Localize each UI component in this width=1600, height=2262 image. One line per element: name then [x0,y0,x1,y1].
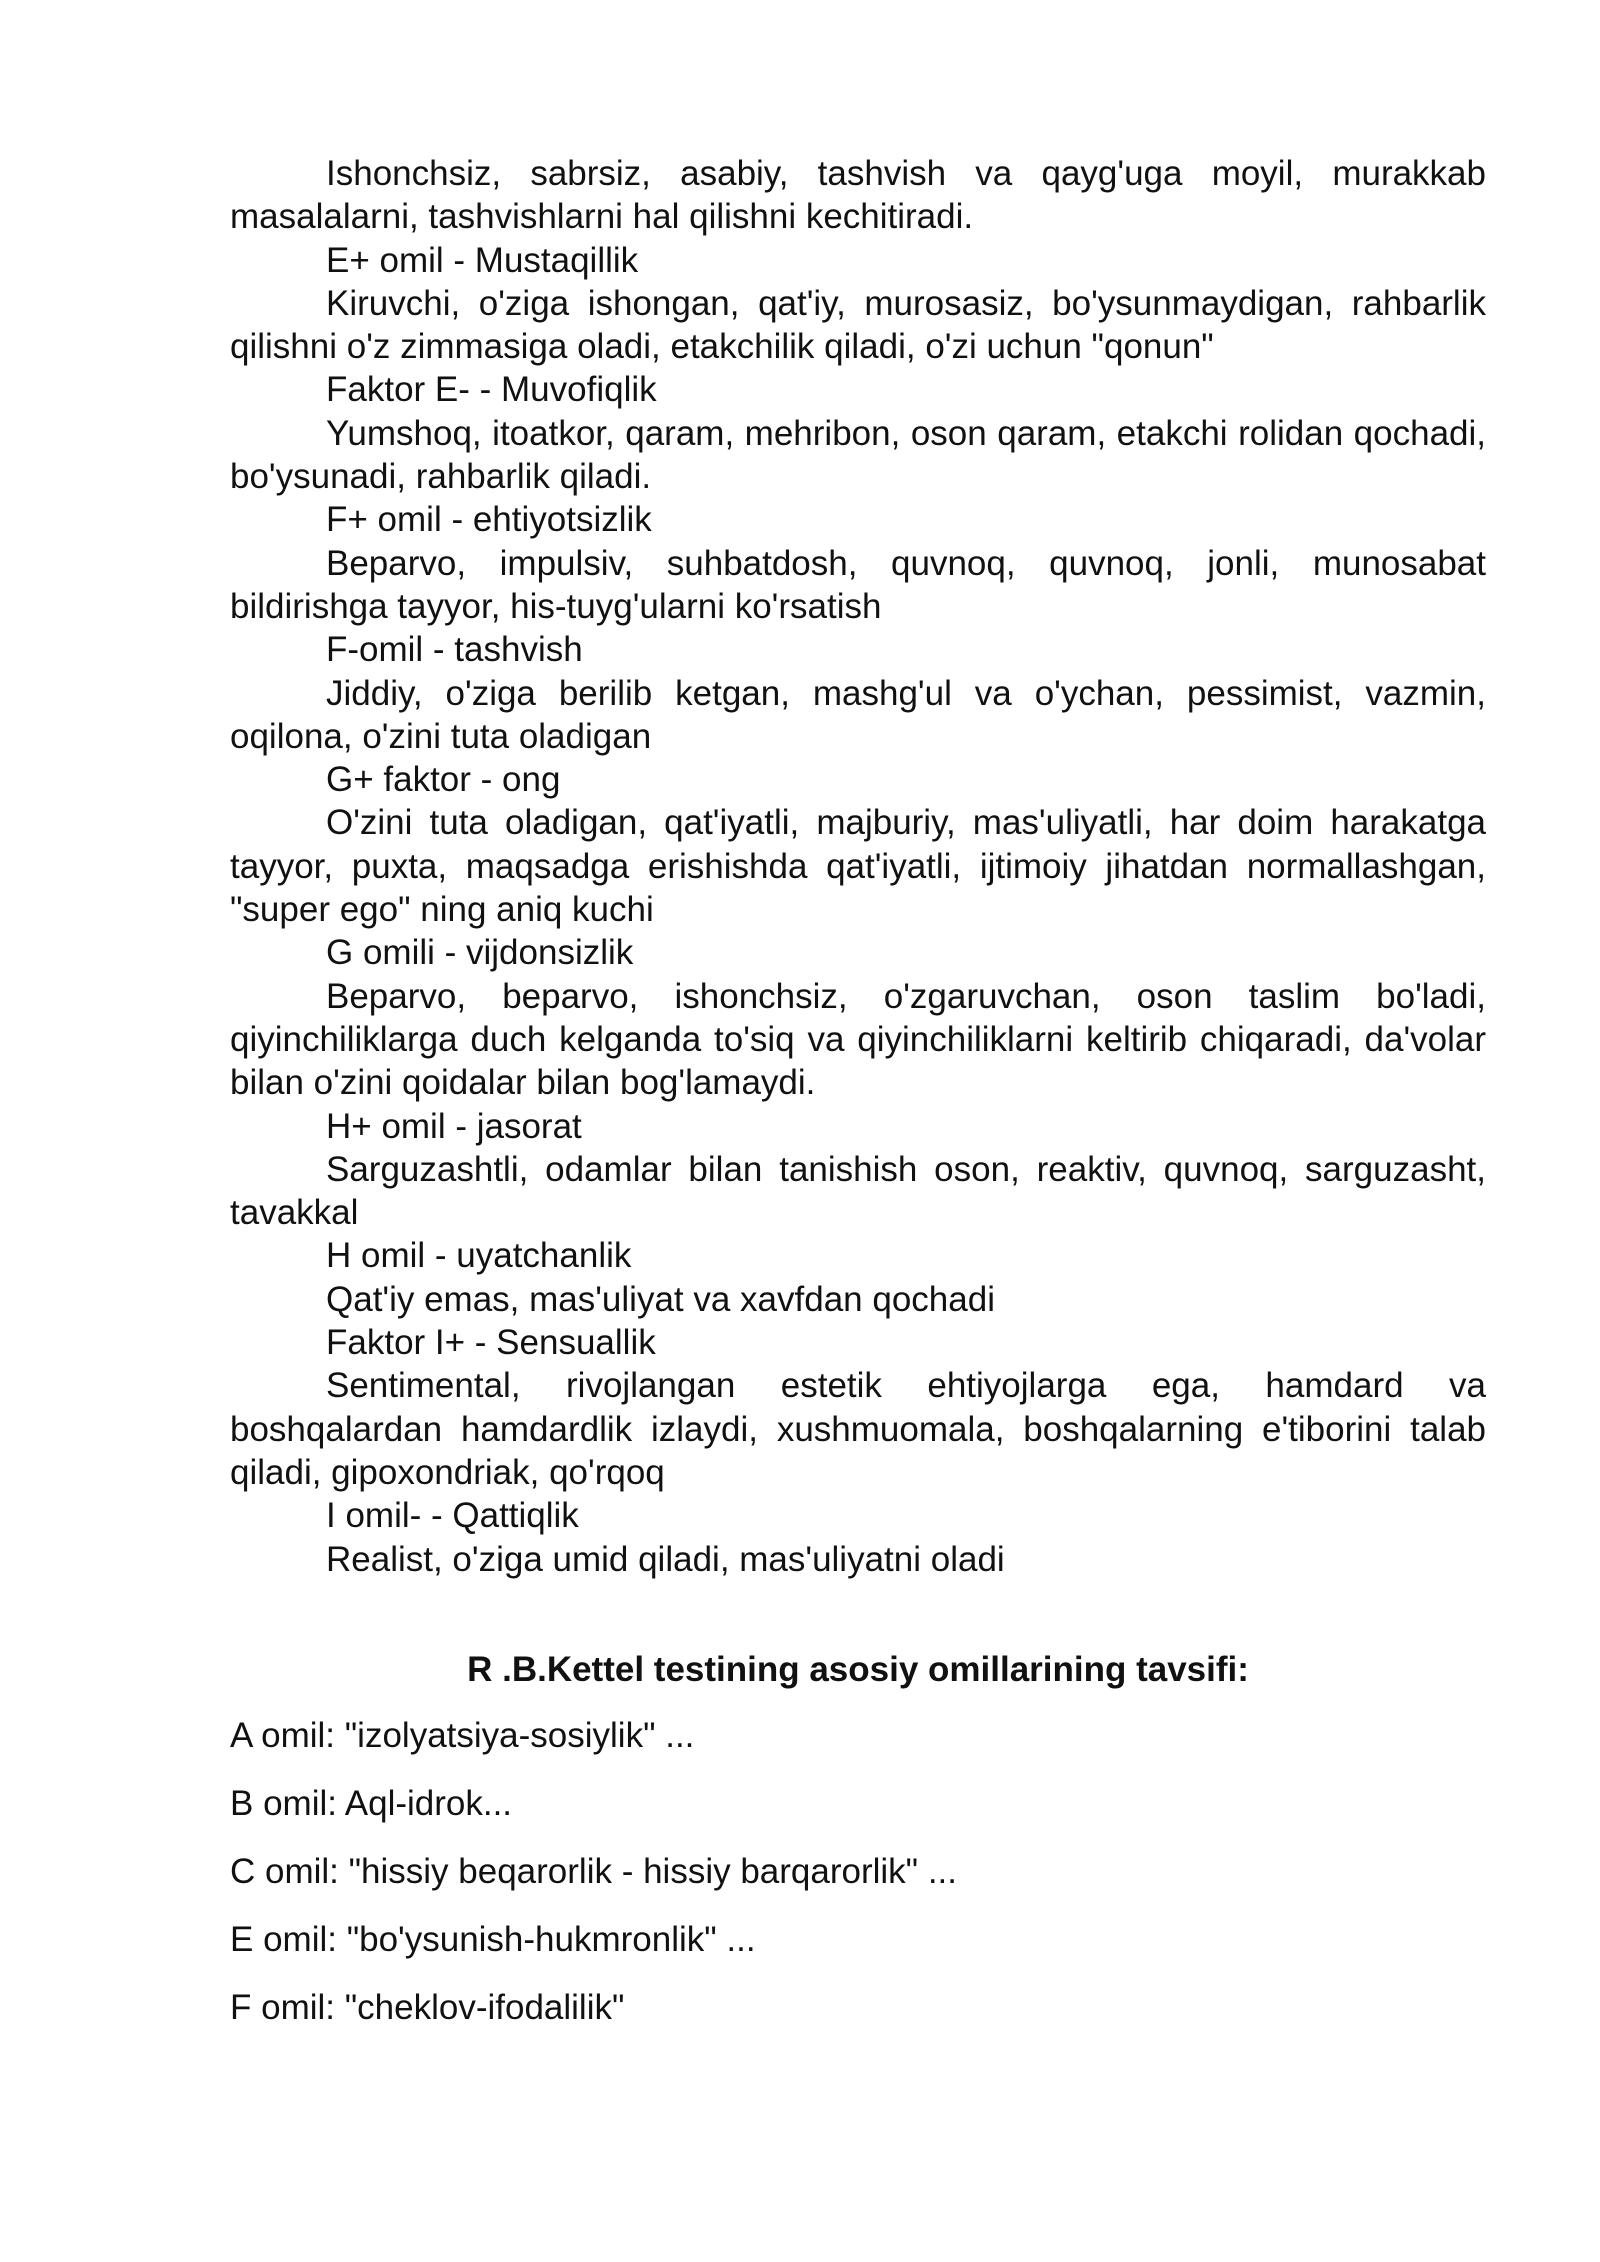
factor-description: Jiddiy, o'ziga berilib ketgan, mashg'ul va o'ychan, pessimist, vazmin, oqilona, o'zini tuta oladigan [230,673,1486,756]
factor-description: Sarguzashtli, odamlar bilan tanishish oson, reaktiv, quvnoq, sarguzasht, tavakkal [230,1149,1486,1233]
factor-entry-g-minus [230,931,1486,1104]
factor-heading: F-omil - tashvish [326,630,583,670]
factor-description: Yumshoq, itoatkor, qaram, mehribon, oson qaram, etakchi rolidan qochadi, bo'ysunadi, rahbarlik qiladi. [230,413,1486,497]
factor-entry-f-minus [230,628,1486,758]
factor-description: Kiruvchi, o'ziga ishongan, qat'iy, murosasiz, bo'ysunmaydigan, rahbarlik qilishni o'z zimmasiga oladi, etakchilik qiladi, o'zi uchun "qonun" [230,283,1486,367]
factor-entry-i-minus [230,1494,1486,1581]
factor-heading: E+ omil - Mustaqillik [326,240,639,280]
factor-entry-e-minus [230,368,1486,498]
factor-heading: I omil- - Qattiqlik [326,1496,579,1536]
factor-heading: Faktor E- - Muvofiqlik [326,370,657,410]
factor-heading: G omili - vijdonsizlik [326,933,634,973]
factor-description: Sentimental, rivojlangan estetik ehtiyojlarga ega, hamdard va boshqalardan hamdardlik izlaydi, xushmuomala, boshqalarning e'tiborini talab qiladi, gipoxondriak, qo'rqoq [230,1366,1486,1492]
factor-entry-h-minus [230,1234,1486,1321]
factor-heading: G+ faktor - ong [326,760,561,800]
list-item: C omil: "hissiy beqarorlik - hissiy barqarorlik" ... [230,1851,957,1891]
factor-description: O'zini tuta oladigan, qat'iyatli, majburiy, mas'uliyatli, har doim harakatga tayyor, puxta, maqsadga erishishda qat'iyatli, ijtimoiy jihatdan normallashgan, "super ego" ning aniq kuchi [230,803,1486,930]
list-item: E omil: "bo'ysunish-hukmronlik" ... [230,1919,756,1959]
factor-description: Qat'iy emas, mas'uliyat va xavfdan qochadi [326,1279,995,1319]
document-page [230,152,1486,2054]
list-item: F omil: "cheklov-ifodalilik" [230,1987,625,2027]
factor-heading: H omil - uyatchanlik [326,1236,632,1276]
factor-description: Ishonchsiz, sabrsiz, asabiy, tashvish va qayg'uga moyil, murakkab masalalarni, tashvishlarni hal qilishni kechitiradi. [230,154,1486,237]
factor-summary-list [230,1714,1486,2029]
list-item: B omil: Aql-idrok... [230,1783,513,1823]
factor-entry-f-plus [230,498,1486,628]
factor-entry-g-plus [230,758,1486,931]
factor-entry-intro [230,152,1486,239]
factor-heading: H+ omil - jasorat [326,1106,582,1146]
list-item: A omil: "izolyatsiya-sosiylik" ... [230,1715,695,1755]
section-title: R .B.Kettel testining asosiy omillarining tavsifi: [467,1649,1249,1689]
factor-entry-e-plus [230,239,1486,369]
factor-description: Realist, o'ziga umid qiladi, mas'uliyatni oladi [326,1539,1005,1579]
factor-description: Beparvo, beparvo, ishonchsiz, o'zgaruvchan, oson taslim bo'ladi, qiyinchiliklarga duch kelganda to'siq va qiyinchiliklarni keltirib chiqaradi, da'volar bilan o'zini qoidalar bilan bog'lamaydi. [230,976,1486,1103]
factor-heading: Faktor I+ - Sensuallik [326,1323,656,1363]
factor-heading: F+ omil - ehtiyotsizlik [326,500,652,540]
factor-description: Beparvo, impulsiv, suhbatdosh, quvnoq, quvnoq, jonli, munosabat bildirishga tayyor, his-tuyg'ularni ko'rsatish [230,543,1486,626]
factor-entry-h-plus [230,1105,1486,1235]
factor-entry-i-plus [230,1321,1486,1494]
